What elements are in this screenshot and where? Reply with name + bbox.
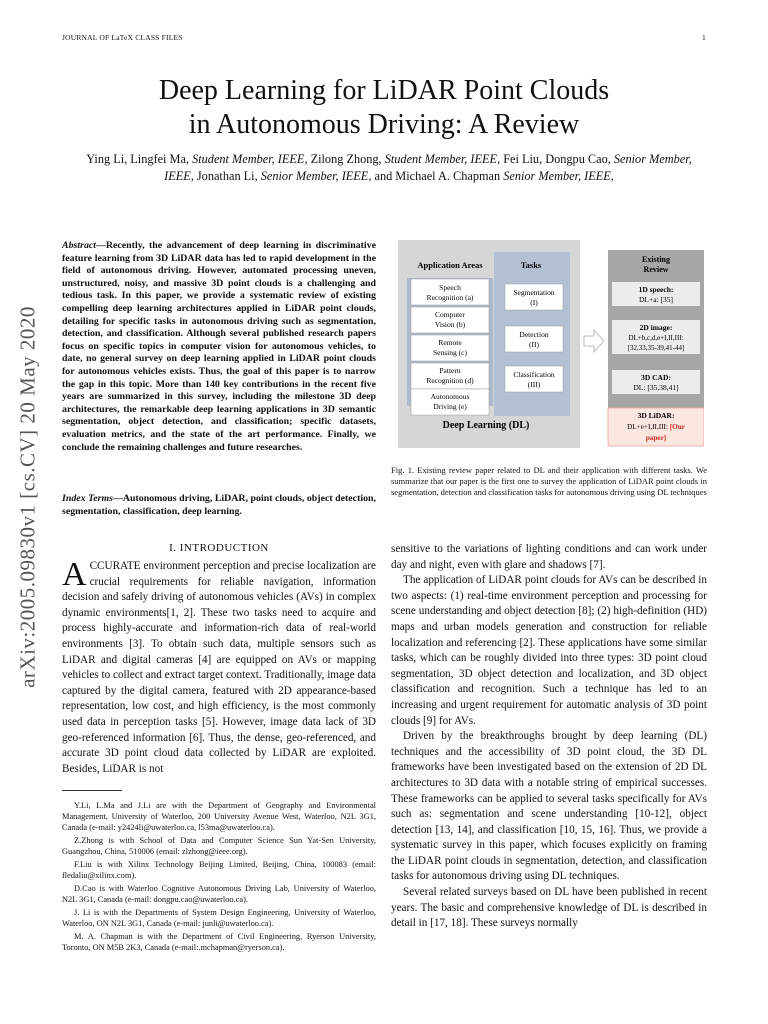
app-box <box>411 389 489 415</box>
app-label: Recognition (a) <box>426 293 474 302</box>
app-label: Driving (e) <box>433 402 467 411</box>
task-box <box>505 284 563 310</box>
task-label: (III) <box>527 380 541 389</box>
review-header-line-1: Existing <box>641 255 671 264</box>
app-label: Speech <box>439 283 461 292</box>
review-header-line-2: Review <box>643 265 669 274</box>
abstract-text: —Recently, the advancement of deep learning in discriminative feature learning from 3D LiDAR data has led to rapid development in the field of autonomous driving. However, automated processing uneven, unstructured, noisy, and massive 3D point clouds is a challenging and tedious task. In this paper, we provide a systematic review of existing compelling deep learning architectures applied in LiDAR point clouds, detailing for specific tasks in autonomous driving such as segmentation, detection, and classification. Although several published research papers focus on specific topics in computer vision for autonomous vehicles, to date, no general survey on deep learning applied in LiDAR point clouds for autonomous vehicles exists. Thus, the goal of this paper is to narrow the gap in this topic. More than 140 key contributions in the recent five years are summarized in this survey, including the milestone 3D deep architectures, the remarkable deep learning applications in 3D semantic segmentation, object detection, and classification; specific datasets, evaluation metrics, and the state of the art performance. Finally, we conclude the remaining challenges and future researches. <box>62 240 376 453</box>
abstract-label: Abstract <box>62 240 97 251</box>
title-line-1: Deep Learning for LiDAR Point Clouds <box>158 75 610 106</box>
affil-role-5: Senior Member, IEEE, <box>503 169 614 183</box>
authors-1: Ying Li, Lingfei Ma, <box>86 152 193 166</box>
task-label: (I) <box>530 298 538 307</box>
task-label: Segmentation <box>513 288 555 297</box>
review-detail: DL: [35,38,41] <box>633 383 679 392</box>
task-label: (II) <box>529 340 539 349</box>
arxiv-identifier[interactable] <box>8 262 48 732</box>
dl-label: Deep Learning (DL) <box>442 420 530 431</box>
title-line-2: in Autonomous Driving: A Review <box>188 109 580 140</box>
paragraph: The application of LiDAR point clouds for AVs can be described in two aspects: (1) real-time environment perception and processing for scene understanding and object detection [8]; (2) high-definition (HD) maps and urban models generation and construction for reliable localization and referencing [2]. These applications have some similar tasks, which can be roughly divided into three types: 3D point cloud segmentation, 3D object detection and localization, and 3D object classification and recognition. Such a technique has led to an increasing and urgent requirement for automatic analysis of 3D point clouds [9] for AVs. <box>391 574 707 727</box>
app-box <box>411 307 489 333</box>
authors-5: and Michael A. Chapman <box>371 169 504 183</box>
authors-2: Zilong Zhong, <box>307 152 385 166</box>
figure-caption: Fig. 1. Existing review paper related to DL and their application with different tasks. We summarize that our paper is the first one to survey the application of LiDAR point clouds in segmentation, detection and classification tasks for autonomous driving using DL techniques <box>391 465 707 497</box>
paragraph: sensitive to the variations of lighting conditions and can work under day and night, even with glare and shadows [7]. <box>391 543 707 571</box>
task-box <box>505 366 563 392</box>
app-label: Autonomous <box>430 392 470 401</box>
review-detail: DL+b,c,d,e+I,II,III: <box>628 334 684 342</box>
review-box-1d <box>612 282 700 306</box>
paragraph: Several related surveys based on DL have been published in recent years. The basic and comprehensive knowledge of DL is described in detail in [17, 18]. These surveys normally <box>391 886 707 930</box>
ours-detail-line <box>627 423 686 431</box>
affil-role-3: Senior Member, IEEE, <box>164 152 692 183</box>
right-column-text <box>391 542 707 932</box>
footnotes <box>62 800 376 955</box>
ours-title: 3D LiDAR: <box>637 411 675 420</box>
affil-role-2: Student Member, IEEE, <box>384 152 501 166</box>
review-title: 2D image: <box>639 323 673 332</box>
review-detail: DL+a: [35] <box>638 295 674 304</box>
app-areas-header: Application Areas <box>417 260 483 270</box>
ours-highlight-2: paper] <box>645 434 667 442</box>
app-label: Vision (b) <box>434 320 466 329</box>
footnote: Y.Li, L.Ma and J.Li are with the Department of Geography and Environmental Management, University of Waterloo, 200 University Avenue West, Waterloo, N2L 3G1, Canada (e-mail: y2424li@uwaterloo.ca, l53ma@uwaterloo.ca). <box>62 801 376 832</box>
paragraph: Driven by the breakthroughs brought by deep learning (DL) techniques and the accessibility of 3D point cloud, the 3D DL frameworks have been investigated based on the extension of 2D DL architectures to 3D data with a notable string of empirical successes. These frameworks can be applied to several tasks specifically for AVs such as: segmentation and scene understanding [10-12], object detection [13, 14], and classification [10, 15, 16]. Thus, we provide a systematic survey in this paper, which focuses explicitly on framing the LiDAR point clouds in segmentation, detection, and classification tasks for autonomous driving using DL techniques. <box>391 730 707 883</box>
app-label: Recognition (d) <box>426 376 474 385</box>
section-heading: I. INTRODUCTION <box>169 542 269 554</box>
task-box <box>505 326 563 352</box>
intro-paragraph <box>62 556 376 777</box>
our-paper-box <box>608 408 704 446</box>
app-label: Pattern <box>439 366 461 375</box>
footnote: Z.Zhong is with School of Data and Computer Science Sun Yat-Sen University, Guangzhou, China, 510006 (email: zlzhong@ieee.org). <box>62 836 376 856</box>
authors-3: Fei Liu, Dongpu Cao, <box>500 152 614 166</box>
task-label: Detection <box>519 330 549 339</box>
review-box-2d <box>612 320 700 354</box>
app-label: Remote <box>438 338 462 347</box>
abstract <box>62 240 376 454</box>
footnote: J. Li is with the Departments of System Design Engineering, University of Waterloo, Waterloo, ON N2L 3G1, Canada (e-mail: junli@uwaterloo.ca). <box>62 908 376 928</box>
task-label: Classification <box>513 370 555 379</box>
paper-title <box>60 74 708 142</box>
author-list <box>78 151 700 185</box>
footnote: F.Liu is with Xilinx Technology Beijing Limited, Beijing, China, 100083 (email: fledaliu@xilinx.com). <box>62 860 376 880</box>
ours-detail: DL+e+I,II,III: <box>627 423 670 431</box>
app-box <box>411 335 489 361</box>
arxiv-identifier-text: arXiv:2005.09830v1 [cs.CV] 20 May 2020 <box>15 306 40 688</box>
app-box <box>411 279 489 305</box>
index-terms-text: —Autonomous driving, LiDAR, point clouds, object detection, segmentation, classification, deep learning. <box>62 493 376 517</box>
ours-highlight: [Our <box>669 423 685 431</box>
arrow-icon <box>584 330 604 352</box>
authors-4: Jonathan Li, <box>193 169 261 183</box>
app-label: Computer <box>435 310 465 319</box>
running-header: JOURNAL OF LaTeX CLASS FILES <box>62 33 183 42</box>
footnote: D.Cao is with Waterloo Cognitive Autonomous Driving Lab, University of Waterloo, N2L 3G1, Canada (e-mail: dongpu.cao@uwaterloo.ca). <box>62 884 376 904</box>
index-terms-label: Index Terms <box>62 493 113 504</box>
page-number: 1 <box>702 33 706 42</box>
drop-cap: A <box>62 556 87 593</box>
figure-1-diagram <box>398 240 704 448</box>
affil-role-1: Student Member, IEEE, <box>192 152 308 166</box>
tasks-header-overlay: Tasks <box>520 260 542 270</box>
footnote-rule <box>62 790 122 791</box>
app-label: Sensing (c) <box>433 348 467 357</box>
review-title: 3D CAD: <box>641 373 671 382</box>
app-box <box>411 363 489 389</box>
index-terms <box>62 493 376 518</box>
intro-paragraph-text: CCURATE environment perception and precise localization are crucial requirements for reliable navigation, information decision and safely driving of autonomous vehicles (AVs) in complex dynamic environments[1, 2]. These two tasks need to acquire and process highly-accurate and information-rich data of real-world environments [3]. To obtain such data, multiple sensors such as LiDAR and digital cameras [4] are equipped on AVs or mapping vehicles to collect and extract target context. Traditionally, image data captured by the digital camera, featured with 2D appearance-based representation, low cost, and high efficiency, is the most commonly used data in perception tasks [5]. However, image data lack of 3D geo-referenced information [6]. Thus, the dense, geo-referenced, and accurate 3D point cloud data collected by LiDAR are exploited. Besides, LiDAR is not <box>62 560 376 775</box>
review-title: 1D speech: <box>638 285 674 294</box>
review-detail-refs: [32,33,35-39,41-44] <box>627 344 685 352</box>
review-box-3d-cad <box>612 370 700 394</box>
affil-role-4: Senior Member, IEEE, <box>260 169 372 183</box>
footnote: M. A. Chapman is with the Department of Civil Engineering, Ryerson University, Toronto, ON M5B 2K3, Canada (e-mail:.mchapman@ryerson.ca). <box>62 932 376 952</box>
